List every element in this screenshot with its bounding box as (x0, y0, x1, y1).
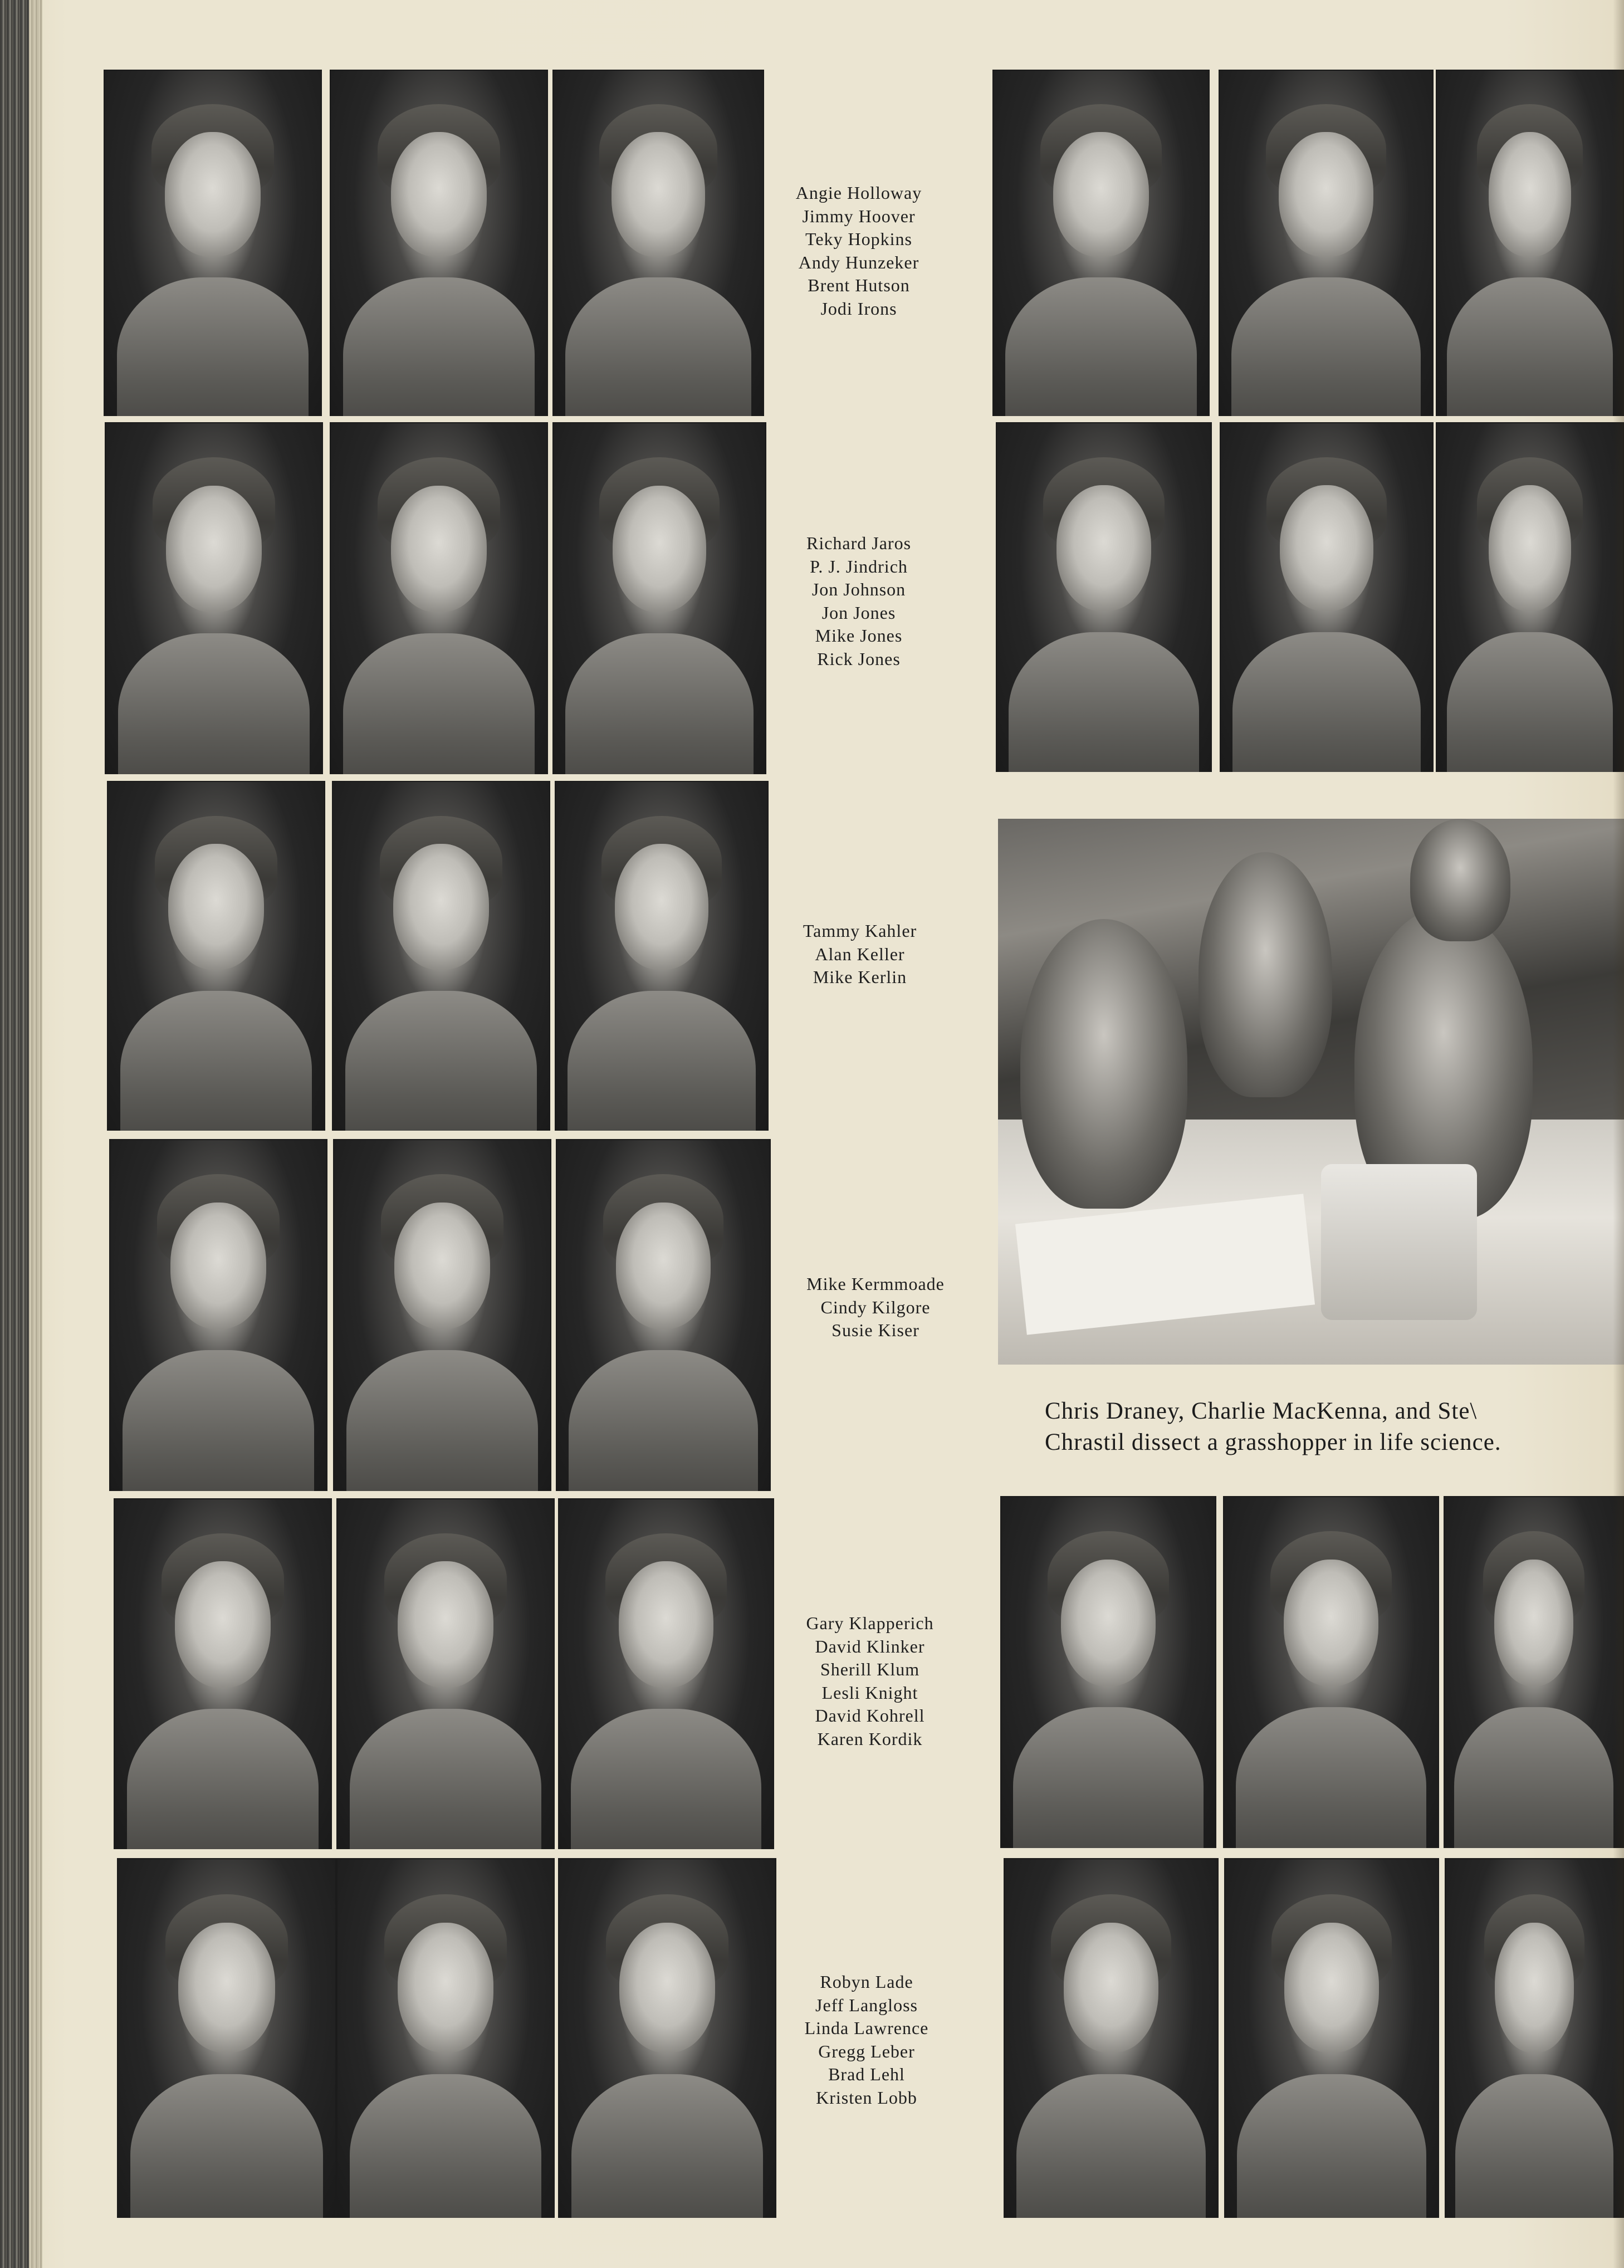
student-name: Alan Keller (815, 944, 905, 964)
portrait-photo (552, 422, 766, 774)
caption-line: Chris Draney, Charlie MacKenna, and Ste\ (1045, 1398, 1478, 1424)
portrait-photo (107, 781, 325, 1131)
portrait-photo (1223, 1496, 1439, 1848)
student-name: David Klinker (815, 1636, 925, 1656)
student-name: Linda Lawrence (804, 2018, 929, 2038)
student-name: Gregg Leber (818, 2041, 915, 2061)
portrait-photo (556, 1139, 771, 1491)
student-name: Jon Johnson (811, 579, 906, 599)
student-name: Angie Holloway (795, 183, 922, 203)
portrait-photo (996, 422, 1212, 772)
portrait-photo (1224, 1858, 1439, 2218)
portrait-photo (117, 1858, 336, 2218)
name-list (775, 182, 942, 320)
portrait-photo (558, 1498, 774, 1849)
student-name: Jodi Irons (820, 298, 897, 319)
portrait-photo (114, 1498, 332, 1849)
portrait-photo (333, 1139, 551, 1491)
student-name: Andy Hunzeker (798, 252, 919, 272)
student-name: Robyn Lade (820, 1972, 913, 1992)
student-name: Kristen Lobb (816, 2087, 917, 2108)
student-name: Gary Klapperich (806, 1613, 934, 1633)
portrait-photo (1436, 70, 1624, 416)
student-name: Mike Kerlin (813, 967, 907, 987)
portrait-photo (330, 422, 548, 774)
student-name: Tammy Kahler (803, 921, 917, 941)
student-name: Mike Kermmoade (806, 1274, 945, 1294)
portrait-photo (109, 1139, 327, 1491)
portrait-photo (552, 70, 764, 416)
student-name: Jon Jones (821, 602, 896, 623)
portrait-photo (1000, 1496, 1216, 1848)
portrait-photo (992, 70, 1210, 416)
candid-lab-photo (998, 819, 1624, 1365)
student-name: Brent Hutson (808, 275, 910, 295)
portrait-photo (1444, 1496, 1624, 1848)
portrait-photo (1219, 70, 1434, 416)
name-list (775, 532, 942, 671)
name-list (786, 1612, 953, 1751)
student-name: Lesli Knight (821, 1682, 918, 1703)
portrait-photo (555, 781, 769, 1131)
page-edges (29, 0, 42, 2268)
name-list (776, 920, 943, 989)
student-name: Cindy Kilgore (820, 1297, 931, 1317)
student-name: Jeff Langloss (815, 1995, 918, 2015)
student-name: P. J. Jindrich (810, 556, 908, 576)
portrait-photo (105, 422, 323, 774)
name-list (792, 1273, 959, 1342)
student-name: Teky Hopkins (805, 229, 912, 249)
photo-caption (1045, 1396, 1624, 1458)
page-curl-shadow (1613, 0, 1624, 2268)
portrait-photo (1004, 1858, 1219, 2218)
student-name: Brad Lehl (828, 2064, 905, 2084)
portrait-photo (1445, 1858, 1624, 2218)
book-binding (0, 0, 29, 2268)
caption-line: Chrastil dissect a grasshopper in life science. (1045, 1429, 1501, 1455)
student-name: Sherill Klum (820, 1659, 920, 1679)
student-name: David Kohrell (815, 1705, 925, 1726)
student-name: Mike Jones (815, 625, 903, 646)
student-name: Susie Kiser (831, 1320, 919, 1340)
student-name: Rick Jones (817, 648, 901, 669)
portrait-photo (336, 1498, 555, 1849)
student-name: Karen Kordik (817, 1728, 923, 1749)
portrait-photo (1436, 422, 1624, 772)
portrait-photo (332, 781, 550, 1131)
portrait-photo (558, 1858, 776, 2218)
portrait-photo (336, 1858, 555, 2218)
student-name: Richard Jaros (806, 533, 912, 553)
name-list (783, 1971, 950, 2109)
student-name: Jimmy Hoover (802, 206, 916, 226)
portrait-photo (330, 70, 548, 416)
portrait-photo (104, 70, 322, 416)
portrait-photo (1220, 422, 1434, 772)
